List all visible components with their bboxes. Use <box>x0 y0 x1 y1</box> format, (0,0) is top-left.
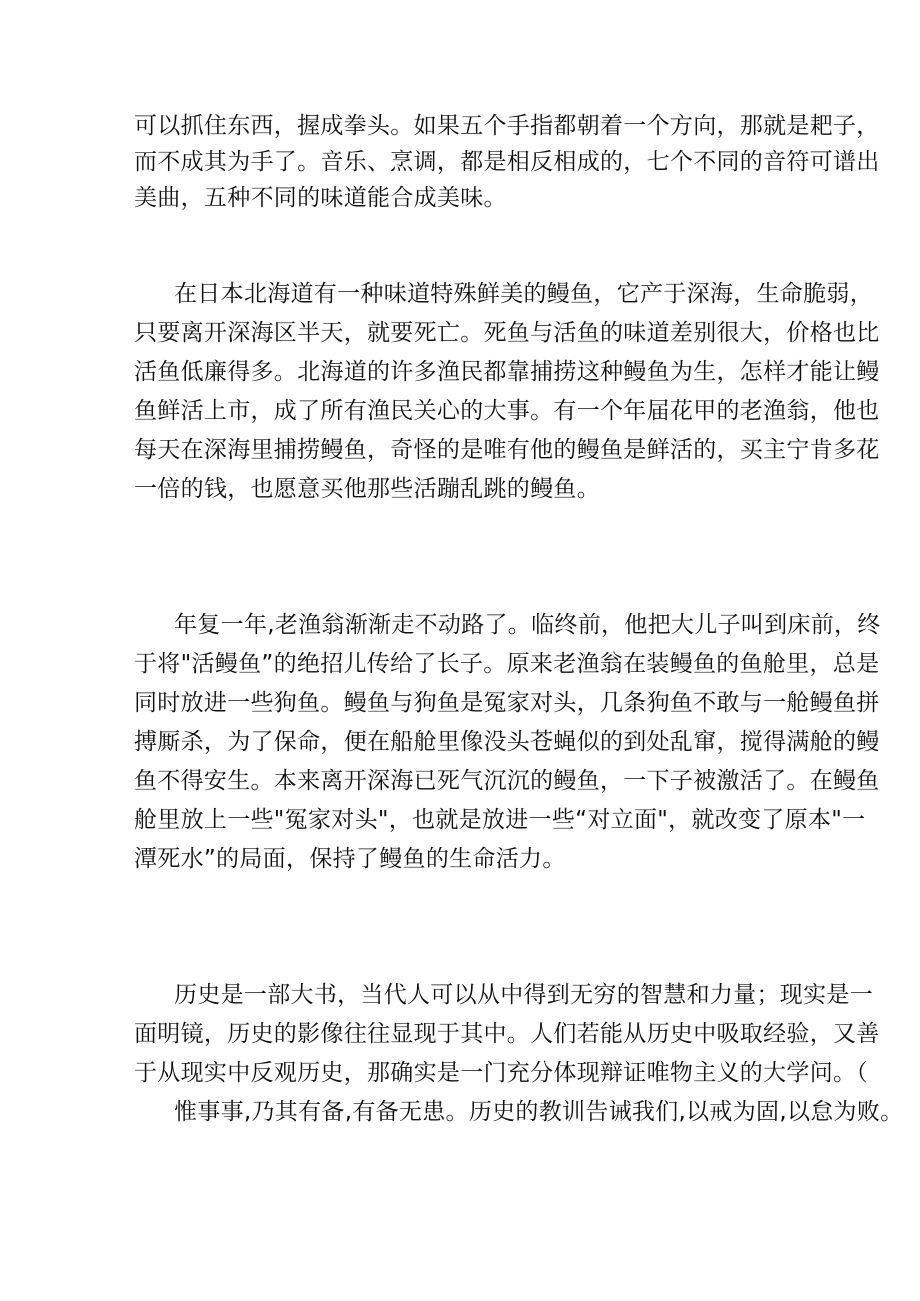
text-line: 惟事事,乃其有备,有备无患。历史的教训告诫我们,以戒为固,以怠为败。 <box>174 1099 904 1125</box>
text-line: 鱼不得安生。本来离开深海已死气沉沉的鳗鱼，一下子被激活了。在鳗鱼 <box>134 768 880 794</box>
text-line: 历史是一部大书，当代人可以从中得到无穷的智慧和力量；现实是一 <box>174 982 873 1008</box>
text-line: 年复一年,老渔翁渐渐走不动路了。临终前，他把大儿子叫到床前，终 <box>174 612 881 638</box>
text-line: 只要离开深海区半天，就要死亡。死鱼与活鱼的味道差别很大，价格也比 <box>134 320 880 346</box>
text-line: 而不成其为手了。音乐、烹调，都是相反相成的，七个不同的音符可谱出 <box>134 149 880 175</box>
text-line: 每天在深海里捕捞鳗鱼，奇怪的是唯有他的鳗鱼是鲜活的，买主宁肯多花 <box>134 437 880 463</box>
text-line: 面明镜，历史的影像往往显现于其中。人们若能从历史中吸取经验，又善 <box>134 1021 880 1047</box>
text-line: 美曲，五种不同的味道能合成美味。 <box>134 185 507 211</box>
text-line: 活鱼低廉得多。北海道的许多渔民都靠捕捞这种鳗鱼为生，怎样才能让鳗 <box>134 359 880 385</box>
text-line: 可以抓住东西，握成拳头。如果五个手指都朝着一个方向，那就是耙子， <box>134 113 880 139</box>
text-line: 鱼鲜活上市，成了所有渔民关心的大事。有一个年届花甲的老渔翁，他也 <box>134 398 880 424</box>
text-line: 潭死水”的局面，保持了鳗鱼的生命活力。 <box>134 846 566 872</box>
text-line: 在日本北海道有一种味道特殊鲜美的鳗鱼，它产于深海，生命脆弱， <box>174 281 873 307</box>
text-line: 舱里放上一些"冤家对头"，也就是放进一些“对立面"，就改变了原本"一 <box>134 807 866 833</box>
text-line: 搏厮杀，为了保命，便在船舱里像没头苍蝇似的到处乱窜，搅得满舱的鳗 <box>134 729 880 755</box>
text-line: 同时放进一些狗鱼。鳗鱼与狗鱼是冤家对头，几条狗鱼不敢与一舱鳗鱼拼 <box>134 690 880 716</box>
text-line: 于将"活鳗鱼”的绝招儿传给了长子。原来老渔翁在装鳗鱼的鱼舱里，总是 <box>134 651 880 677</box>
text-line: 一倍的钱，也愿意买他那些活蹦乱跳的鳗鱼。 <box>134 476 600 502</box>
text-line: 于从现实中反观历史，那确实是一门充分体现辩证唯物主义的大学问。（ <box>134 1060 869 1086</box>
